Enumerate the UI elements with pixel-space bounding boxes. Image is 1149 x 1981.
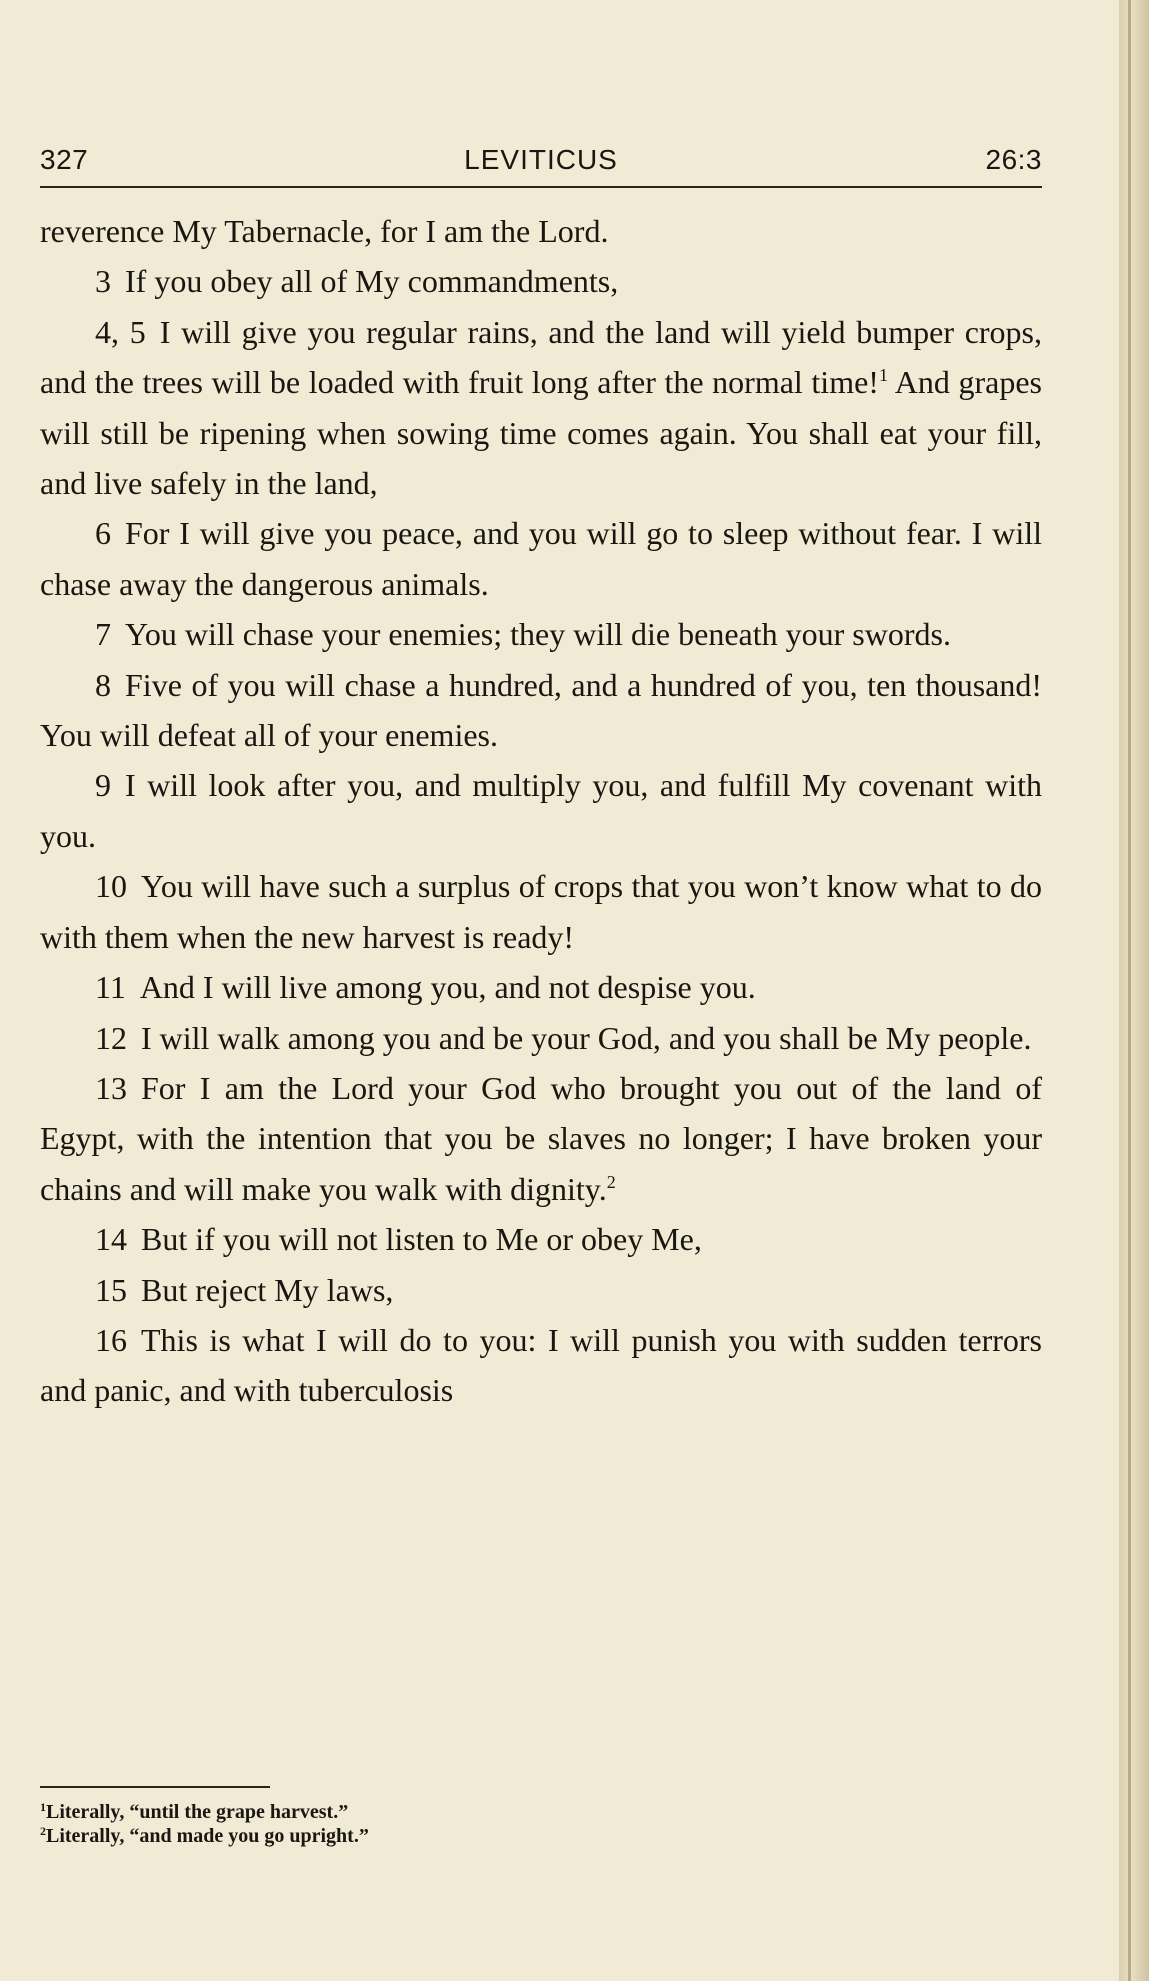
verse-text: I will walk among you and be your God, and you shall be My people.	[141, 1019, 1032, 1056]
verse-paragraph	[40, 660, 1042, 761]
footnotes	[40, 1800, 1042, 1848]
paragraph-text: reverence My Tabernacle, for I am the Lord.	[40, 213, 609, 249]
verse-number: 11	[95, 969, 126, 1006]
verse-paragraph	[40, 1063, 1042, 1214]
verse-paragraph	[40, 962, 1042, 1012]
footnote-number: 2	[40, 1824, 46, 1838]
book-title: LEVITICUS	[464, 144, 618, 175]
footnote	[40, 1800, 1042, 1824]
paragraph	[40, 206, 1042, 256]
verse-text: This is what I will do to you: I will punish you with sudden terrors and panic, and with tuberculosis	[40, 1321, 1042, 1409]
page-number: 327	[40, 144, 89, 175]
verse-paragraph	[40, 760, 1042, 861]
verse-text: But if you will not listen to Me or obey Me,	[141, 1221, 702, 1258]
footnote-text: Literally, “until the grape harvest.”	[46, 1801, 349, 1823]
verse-text: For I will give you peace, and you will go to sleep without fear. I will chase away the dangerous animals.	[40, 515, 1042, 602]
verse-number: 8	[95, 666, 111, 703]
page-edge	[1119, 0, 1149, 1981]
verse-number: 13	[95, 1069, 127, 1106]
verse-paragraph	[40, 1315, 1042, 1416]
verse-paragraph	[40, 1013, 1042, 1063]
verse-number: 15	[95, 1271, 127, 1308]
footnote	[40, 1824, 1042, 1848]
verse-text: I will give you regular rains, and the land will yield bumper crops, and the trees will be loaded with fruit long after the normal time!	[40, 313, 1043, 401]
verse-number: 12	[95, 1019, 127, 1056]
verse-number: 3	[95, 263, 111, 300]
running-head	[40, 140, 1042, 188]
verse-paragraph	[40, 508, 1042, 609]
chapter-verse-reference: 26:3	[985, 144, 1042, 175]
verse-number: 14	[95, 1221, 127, 1258]
verse-text: You will chase your enemies; they will die beneath your swords.	[125, 616, 951, 653]
footnote-divider	[40, 1786, 270, 1788]
footnote-number: 1	[40, 1800, 46, 1814]
verse-number: 16	[95, 1321, 127, 1358]
verse-text: Five of you will chase a hundred, and a hundred of you, ten thousand! You will defeat all of your enemies.	[40, 666, 1042, 754]
verse-text: If you obey all of My commandments,	[125, 263, 619, 300]
verse-text-continued: And grapes will still be ripening when sowing time comes again. You shall eat your fill, and live safely in the land,	[40, 364, 1043, 502]
footnote-mark: 2	[606, 1171, 616, 1192]
verse-text: I will look after you, and multiply you, and fulfill My covenant with you.	[40, 767, 1042, 854]
verse-paragraph	[40, 1265, 1042, 1315]
verse-number: 10	[95, 868, 127, 905]
footnote-mark: 1	[878, 365, 888, 386]
verse-paragraph	[40, 307, 1042, 509]
verse-number: 9	[95, 767, 111, 804]
verse-paragraph	[40, 861, 1042, 962]
verse-text: You will have such a surplus of crops that you won’t know what to do with them when the new harvest is ready!	[40, 868, 1042, 955]
body-text	[40, 206, 1042, 1416]
verse-text: But reject My laws,	[141, 1271, 394, 1308]
verse-number: 7	[95, 616, 111, 653]
verse-number: 4, 5	[95, 313, 146, 350]
footnote-text: Literally, “and made you go upright.”	[46, 1825, 369, 1847]
verse-text: For I am the Lord your God who brought you out of the land of Egypt, with the intention that you be slaves no longer; I have broken your chains and will make you walk with dignity.	[40, 1069, 1042, 1207]
verse-paragraph	[40, 256, 1042, 306]
verse-number: 6	[95, 515, 111, 552]
book-page	[40, 0, 1042, 1981]
verse-paragraph	[40, 609, 1042, 659]
verse-text: And I will live among you, and not despise you.	[139, 969, 756, 1006]
page-edge-line	[1128, 0, 1131, 1981]
verse-paragraph	[40, 1214, 1042, 1264]
